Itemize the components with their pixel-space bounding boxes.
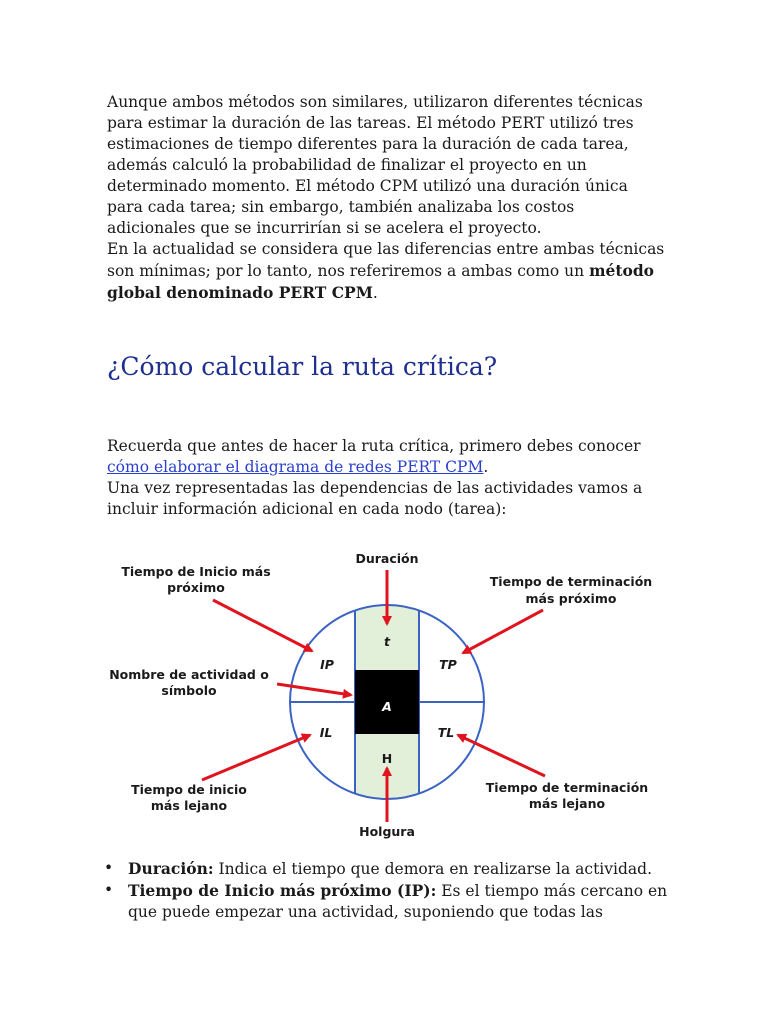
label-tp-line1: Tiempo de terminación	[489, 574, 653, 589]
arrow-il	[202, 735, 310, 780]
arrow-tl	[458, 735, 545, 776]
cell-il: IL	[319, 725, 333, 740]
cell-tp: TP	[439, 657, 457, 672]
bullet-symbol: •	[104, 881, 114, 899]
arrow-tp	[463, 610, 543, 653]
list-item-term: Duración:	[128, 859, 214, 878]
section-paragraph-2: Una vez representadas las dependencias de las actividades vamos a incluir información adicional en cada nodo (tarea):	[107, 479, 643, 518]
list-item-text: Es el tiempo más cercano en que puede empezar una actividad, suponiendo que todas las	[128, 882, 668, 921]
list-item-term: Tiempo de Inicio más próximo (IP):	[128, 881, 437, 900]
cell-a: A	[382, 699, 392, 714]
label-tl-line2: más lejano	[528, 796, 606, 811]
label-ip-line1: Tiempo de Inicio más	[121, 564, 271, 579]
intro-paragraph-2-end: .	[372, 284, 378, 302]
list-item	[104, 858, 668, 880]
section-intro	[107, 436, 667, 520]
label-tp-line2: más próximo	[525, 591, 617, 606]
pert-cpm-link[interactable]: cómo elaborar el diagrama de redes PERT CPM	[107, 458, 484, 476]
section-paragraph-1-end: .	[483, 458, 489, 476]
arrow-ip	[213, 600, 312, 651]
label-nombre-line2: símbolo	[161, 683, 217, 698]
intro-block	[107, 92, 667, 304]
arrow-nombre	[277, 684, 351, 695]
bullet-symbol: •	[104, 859, 114, 877]
definitions-list	[104, 858, 668, 923]
list-item-text: Indica el tiempo que demora en realizarse la actividad.	[213, 860, 652, 878]
label-holgura: Holgura	[359, 824, 415, 839]
cell-tl: TL	[437, 725, 455, 740]
label-nombre-line1: Nombre de actividad o	[109, 667, 269, 682]
section-paragraph-1	[107, 436, 667, 478]
cell-ip: IP	[320, 657, 334, 672]
intro-paragraph-2-text: En la actualidad se considera que las diferencias entre ambas técnicas son mínimas; por lo tanto, nos referiremos a ambas como un	[107, 240, 665, 280]
label-il-line1: Tiempo de inicio	[131, 782, 247, 797]
section-title: ¿Cómo calcular la ruta crítica?	[107, 352, 498, 381]
cell-t: t	[384, 634, 390, 649]
intro-paragraph-2-bold: método global denominado PERT CPM	[107, 261, 655, 302]
cell-h: H	[381, 751, 393, 766]
list-item	[104, 880, 668, 923]
intro-paragraph-1: Aunque ambos métodos son similares, utilizaron diferentes técnicas para estimar la duración de las tareas. El método PERT utilizó tres estimaciones de tiempo diferentes para la duración de cada tarea, además calculó la probabilidad de finalizar el proyecto en un determinado momento. El método CPM utilizó una duración única para cada tarea; sin embargo, también analizaba los costos adicionales que se incurrirían si se acelera el proyecto.	[107, 93, 643, 237]
intro-paragraph-2	[107, 239, 667, 304]
section-paragraph-1-text: Recuerda que antes de hacer la ruta crítica, primero debes conocer	[107, 437, 641, 455]
label-il-line2: más lejano	[150, 798, 228, 813]
label-tl-line1: Tiempo de terminación	[485, 780, 649, 795]
label-duracion: Duración	[355, 551, 419, 566]
label-ip-line2: próximo	[167, 580, 225, 595]
pert-node-diagram	[105, 540, 665, 845]
